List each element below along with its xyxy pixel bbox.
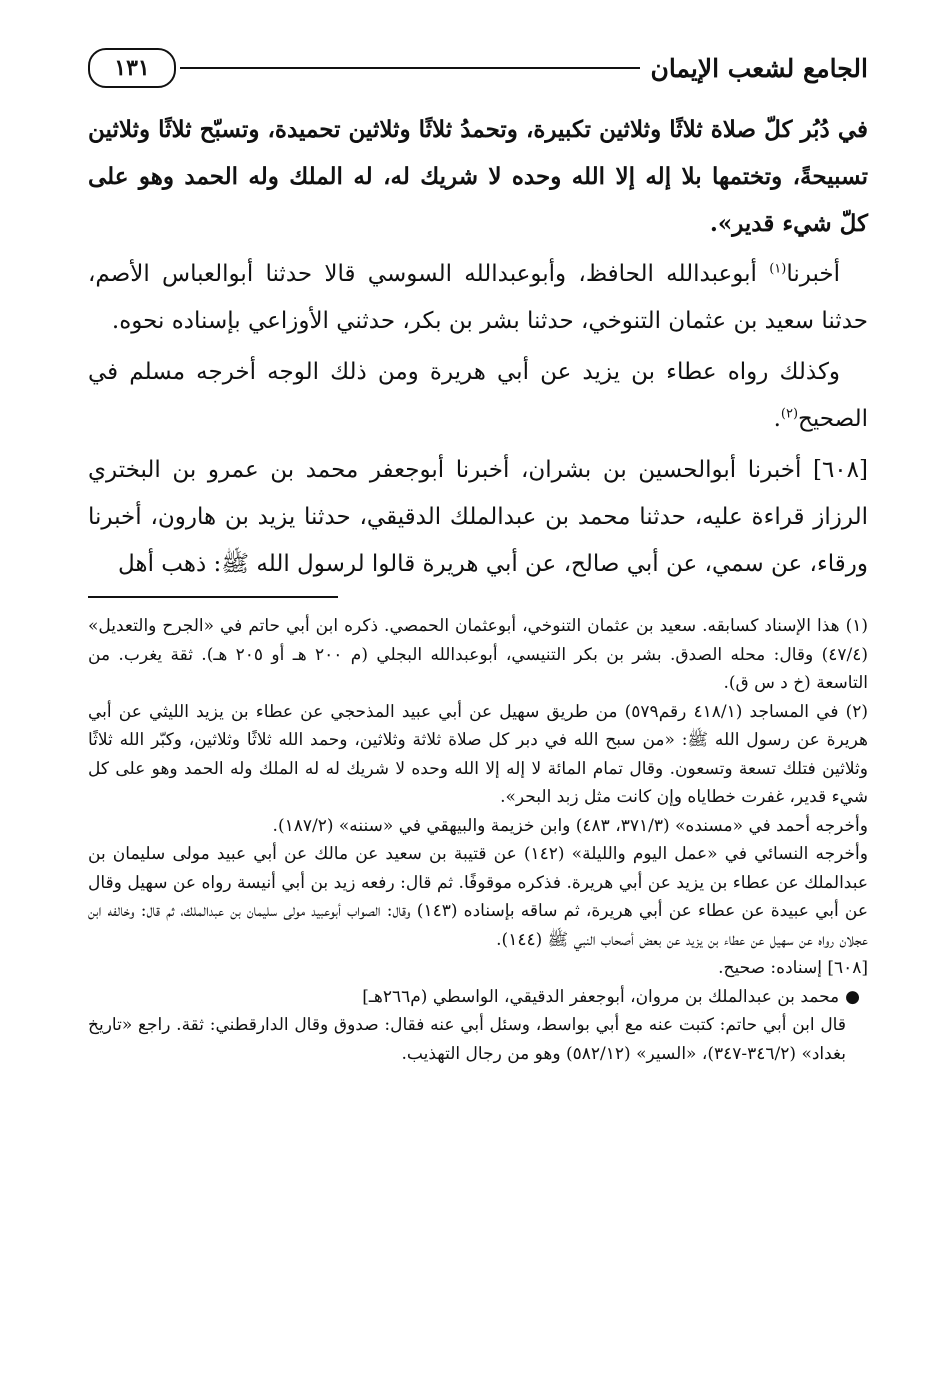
narration-note-paragraph <box>88 349 868 443</box>
header-rule <box>180 67 640 69</box>
footnote-2-continuation-2: وأخرجه النسائي في «عمل اليوم والليلة» (١٤٢) عن قتيبة بن سعيد عن مالك عن أبي عبيد مولى سليمان بن عبدالملك عن عطاء بن يزيد عن أبي هريرة. فذكره موقوفًا. ثم قال: رفعه زيد بن أبي أنيسة رواه عن سهيل وقال عن أبي عبيدة عن عطاء عن أبي هريرة، ثم ساقه بإسناده (١٤٣) وقال: الصواب أبوعبيد مولى سليمان بن عبدالملك، ثم قال: وخالفه ابن عجلان رواه عن سهيل عن عطاء بن يزيد عن بعض أصحاب النبي ﷺ (١٤٤). <box>88 844 869 950</box>
footnote-2-continuation-1: وأخرجه أحمد في «مسنده» (٣٧١/٣، ٤٨٣) وابن خزيمة والبيهقي في «سننه» (١٨٧/٢). <box>272 815 868 836</box>
footnote-2: (٢) في المساجد (٤١٨/١ رقم٥٧٩) من طريق سهيل عن أبي عبيد المذحجي عن عطاء بن يزيد الليثي عن أبي هريرة عن رسول الله ﷺ: «من سبح الله في دبر كل صلاة ثلاثة وثلاثين، وحمد الله ثلاثًا وثلاثين، وكبّر الله ثلاثًا وثلاثين فتلك تسعة وتسعون. وقال تمام المائة لا إله إلا الله وحده لا شريك له له الملك وله الحمد وهو على كل شيء قدير، غفرت خطاياه وإن كانت مثل زبد البحر». <box>88 701 869 807</box>
footnote-608-narrator-detail: قال ابن أبي حاتم: كتبت عنه مع أبي بواسط، وسئل أبي عنه فقال: صدوق وقال الدارقطني: ثقة. راجع «تاريخ بغداد» (٣٤٦/٢-٣٤٧)، «السير» (٥٨٢/١٢) وهو من رجال التهذيب. <box>88 1015 846 1064</box>
footnotes <box>88 612 868 1068</box>
narration-note-text: وكذلك رواه عطاء بن يزيد عن أبي هريرة ومن ذلك الوجه أخرجه مسلم في الصحيح <box>88 359 868 432</box>
footnote-ref-1: (١) <box>769 261 787 277</box>
narrator-name: محمد بن عبدالملك بن مروان، أبوجعفر الدقيقي، الواسطي (م٢٦٦هـ] <box>362 986 840 1007</box>
running-title: الجامع لشعب الإيمان <box>650 53 868 83</box>
hadith-continuation-paragraph: في دُبُر كلّ صلاة ثلاثًا وثلاثين تكبيرة، وتحمدُ ثلاثًا وثلاثين تحميدة، وتسبّح ثلاثًا وثلاثين تسبيحةً، وتختمها بلا إله إلا الله وحده لا شريك له، له الملك وله الحمد وهو على كلّ شيء قدير». <box>88 116 868 237</box>
isnad-text: أبوعبدالله الحافظ، وأبوعبدالله السوسي قالا حدثنا أبوالعباس الأصم، حدثنا سعيد بن عثمان التنوخي، حدثنا بشر بن بكر، حدثني الأوزاعي بإسناده نحوه. <box>88 261 868 334</box>
footnote-608-narrator <box>88 983 868 1012</box>
page-header <box>88 40 868 96</box>
bullet-icon: ● <box>845 986 860 1007</box>
page-number: ١٣١ <box>88 48 176 88</box>
footnote-ref-2: (٢) <box>780 406 799 422</box>
footnote-separator <box>88 596 338 598</box>
footnote-1: (١) هذا الإسناد كسابقه. سعيد بن عثمان التنوخي، أبوعثمان الحمصي. ذكره ابن أبي حاتم في «الجرح والتعديل» (٤٧/٤) وقال: محله الصدق. بشر بن بكر التنيسي، أبوعبدالله البجلي (م ٢٠٠ هـ أو ٢٠٥ هـ). ثقة يغرب. من التاسعة (خ د س ق). <box>88 616 869 693</box>
footnote-608-heading: [٦٠٨] إسناده: صحيح. <box>718 958 868 978</box>
narration-note-end: . <box>773 406 781 432</box>
isnad-intro: أخبرنا <box>786 261 840 287</box>
main-text <box>88 106 868 588</box>
isnad-paragraph <box>88 251 868 345</box>
hadith-608-paragraph: [٦٠٨] أخبرنا أبوالحسين بن بشران، أخبرنا أبوجعفر محمد بن عمرو بن البختري الرزاز قراءة عليه، حدثنا محمد بن عبدالملك الدقيقي، حدثنا يزيد بن هارون، أخبرنا ورقاء، عن سمي، عن أبي صالح، عن أبي هريرة قالوا لرسول الله ﷺ: ذهب أهل <box>88 457 868 577</box>
book-page <box>88 40 868 1068</box>
